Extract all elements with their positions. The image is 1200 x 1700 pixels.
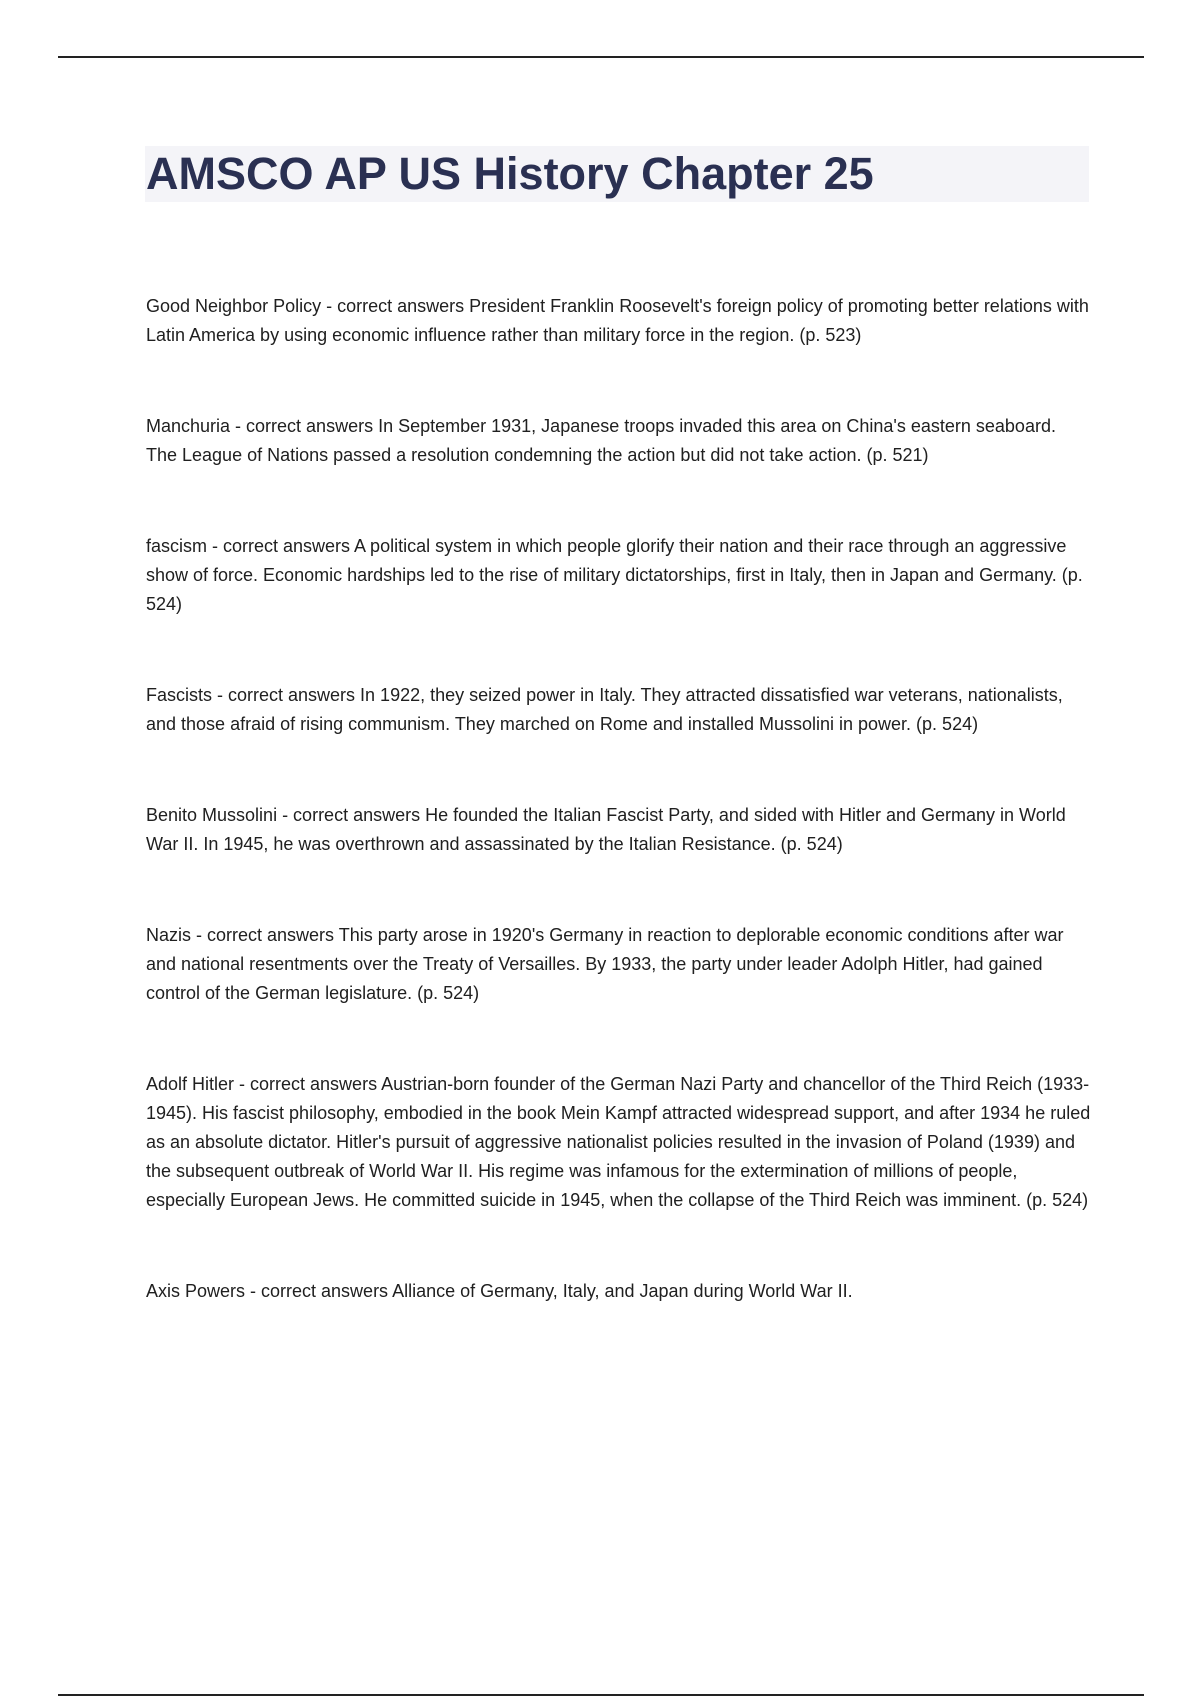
entry-fascism: fascism - correct answers A political system in which people glorify their nation and their race through an aggressive show of force. Economic hardships led to the rise of military dictatorships, first in Italy, then in Japan and Germany. (p. 524) xyxy=(146,536,1083,614)
entry-manchuria: Manchuria - correct answers In September 1931, Japanese troops invaded this area on China's eastern seaboard. The League of Nations passed a resolution condemning the action but did not take action. (p. 521) xyxy=(146,416,1056,465)
entry-benito-mussolini: Benito Mussolini - correct answers He founded the Italian Fascist Party, and sided with Hitler and Germany in World War II. In 1945, he was overthrown and assassinated by the Italian Resistance. (p. 524) xyxy=(146,805,1066,854)
entry-nazis: Nazis - correct answers This party arose in 1920's Germany in reaction to deplorable economic conditions after war and national resentments over the Treaty of Versailles. By 1933, the party under leader Adolph Hitler, had gained control of the German legislature. (p. 524) xyxy=(146,925,1064,1003)
bottom-divider xyxy=(58,1694,1144,1696)
top-divider xyxy=(58,56,1144,58)
entry-axis-powers: Axis Powers - correct answers Alliance of Germany, Italy, and Japan during World War II. xyxy=(146,1281,853,1301)
entry-good-neighbor-policy: Good Neighbor Policy - correct answers President Franklin Roosevelt's foreign policy of promoting better relations with Latin America by using economic influence rather than military force in the region. (p. 523) xyxy=(146,296,1089,345)
entry-adolf-hitler: Adolf Hitler - correct answers Austrian-born founder of the German Nazi Party and chancellor of the Third Reich (1933-1945). His fascist philosophy, embodied in the book Mein Kampf attracted widespread support, and after 1934 he ruled as an absolute dictator. Hitler's pursuit of aggressive nationalist policies resulted in the invasion of Poland (1939) and the subsequent outbreak of World War II. His regime was infamous for the extermination of millions of people, especially European Jews. He committed suicide in 1945, when the collapse of the Third Reich was imminent. (p. 524) xyxy=(146,1074,1091,1210)
document-title: AMSCO AP US History Chapter 25 xyxy=(146,148,874,199)
flashcard-list xyxy=(146,292,1091,1368)
entry-fascists: Fascists - correct answers In 1922, they seized power in Italy. They attracted dissatisfied war veterans, nationalists, and those afraid of rising communism. They marched on Rome and installed Mussolini in power. (p. 524) xyxy=(146,685,1063,734)
